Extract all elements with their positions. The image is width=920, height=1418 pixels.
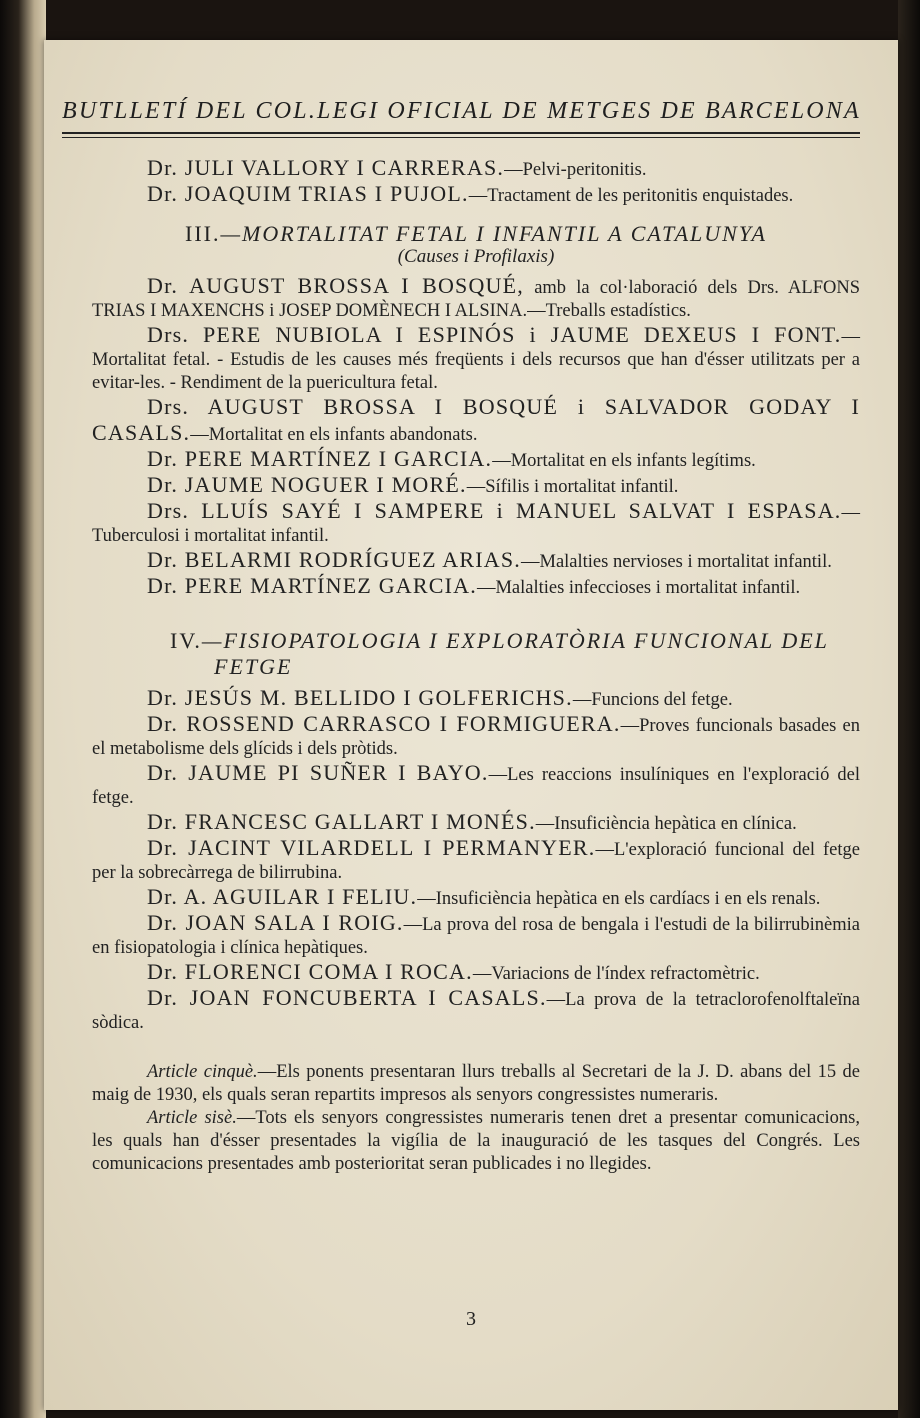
- section-heading-cont: FETGE: [214, 654, 293, 679]
- entry-text: —Mortalitat fetal. - Estudis de les causes més freqüents i dels recursos que han d'ésser utilitzats per a evitar-les. - Rendiment de la puericultura fetal.: [92, 327, 860, 393]
- entry-text: —Proves funcionals basades en el metabolisme dels glícids i dels pròtids.: [92, 716, 860, 759]
- entry: [92, 395, 860, 447]
- article-title: Article cinquè.: [147, 1062, 258, 1082]
- section-subtitle: (Causes i Profilaxis): [397, 246, 555, 267]
- entry: [92, 447, 860, 473]
- article-text: —Tots els senyors congressistes numeraris tenen dret a presentar comunicacions, les quals han d'ésser presentades la vigília de la inauguració de les tasques del Congrés. Les comunicacions presentades amb posterioritat seran publicades i no llegides.: [92, 1108, 860, 1174]
- entry-names: Dr. AUGUST BROSSA I BOSQUÉ,: [147, 273, 524, 298]
- entry-text: —Insuficiència hepàtica en clínica.: [535, 814, 797, 834]
- entry-text: —Mortalitat en els infants legítims.: [492, 451, 756, 471]
- entry: [92, 960, 860, 986]
- entry: [92, 712, 860, 761]
- entry-text: —Malalties nervioses i mortalitat infantil.: [521, 552, 832, 572]
- entry: [92, 911, 860, 960]
- entry-names: Dr. ROSSEND CARRASCO I FORMIGUERA.: [147, 711, 621, 736]
- entry-names: Dr. JESÚS M. BELLIDO I GOLFERICHS.: [147, 685, 573, 710]
- entry: [92, 473, 860, 499]
- entry-names: Drs. PERE NUBIOLA I ESPINÓS i JAUME DEXEUS I FONT.: [147, 322, 842, 347]
- section-iii-entries: [92, 274, 860, 600]
- entry: [92, 836, 860, 885]
- entry-names: Dr. JOAQUIM TRIAS I PUJOL.: [147, 181, 469, 206]
- entry: [92, 499, 860, 548]
- section-title-iii: [92, 222, 860, 245]
- entry-names: Dr. PERE MARTÍNEZ GARCIA.: [147, 573, 477, 598]
- entry-text: —Les reaccions insulíniques en l'exploració del fetge.: [92, 765, 860, 808]
- entry-text: —Tuberculosi i mortalitat infantil.: [92, 503, 860, 546]
- entry: [92, 986, 860, 1035]
- page-number: 3: [466, 1308, 476, 1330]
- entry-text: —L'exploració funcional del fetge per la sobrecàrrega de bilirrubina.: [92, 840, 860, 883]
- entry-names: Dr. A. AGUILAR I FELIU.: [147, 884, 418, 909]
- entry-text: amb la col·laboració dels Drs. ALFONS TRIAS I MAXENCHS i JOSEP DOMÈNECH I ALSINA.—Treballs estadístics.: [92, 278, 861, 321]
- articles: [92, 1061, 860, 1176]
- entry-names: Dr. JACINT VILARDELL I PERMANYER.: [147, 835, 596, 860]
- section-title-iv: [92, 628, 860, 680]
- entry-names: Dr. PERE MARTÍNEZ I GARCIA.: [147, 446, 493, 471]
- journal-header: BUTLLETÍ DEL COL.LEGI OFICIAL DE METGES DE BARCELONA: [62, 98, 861, 124]
- entry: [92, 548, 860, 574]
- entry-text: —Sífilis i mortalitat infantil.: [466, 477, 679, 497]
- book-edge: [898, 0, 920, 1418]
- entry: [92, 574, 860, 600]
- book-spine: [0, 0, 46, 1418]
- entry-names: Dr. FRANCESC GALLART I MONÉS.: [147, 809, 536, 834]
- top-entries: [92, 156, 860, 208]
- section-number: III.: [185, 221, 221, 246]
- entry-names: Drs. AUGUST BROSSA I BOSQUÉ i SALVADOR GODAY I CASALS.: [92, 394, 860, 445]
- section-iv-entries: [92, 686, 860, 1035]
- article-title: Article sisè.: [147, 1108, 237, 1128]
- entry-text: —Tractament de les peritonitis enquistades.: [468, 186, 794, 206]
- entry-text: —Pelvi-peritonitis.: [504, 160, 647, 180]
- entry: [92, 182, 860, 208]
- entry-text: —Funcions del fetge.: [572, 690, 733, 710]
- entry-names: Dr. JOAN SALA I ROIG.: [147, 910, 404, 935]
- document-page: [44, 40, 898, 1410]
- entry-text: —Mortalitat en els infants abandonats.: [190, 425, 478, 445]
- page-body: [92, 156, 860, 1176]
- entry: [92, 156, 860, 182]
- article-text: —Els ponents presentaran llurs treballs al Secretari de la J. D. abans del 15 de maig de 1930, els quals seran repartits impresos als senyors congressistes numeraris.: [92, 1062, 860, 1105]
- entry: [92, 686, 860, 712]
- entry-text: —Malalties infeccioses i mortalitat infantil.: [476, 578, 801, 598]
- entry-text: —La prova del rosa de bengala i l'estudi de la bilirrubinèmia en fisiopatologia i clínica hepàtiques.: [92, 915, 860, 958]
- entry: [92, 810, 860, 836]
- entry-names: Dr. FLORENCI COMA I ROCA.: [147, 959, 473, 984]
- entry-names: Dr. JULI VALLORY I CARRERAS.: [147, 155, 505, 180]
- entry-text: —Insuficiència hepàtica en els cardíacs i en els renals.: [417, 889, 821, 909]
- entry: [92, 885, 860, 911]
- section-heading: —MORTALITAT FETAL I INFANTIL A CATALUNYA: [220, 221, 767, 246]
- article: [92, 1061, 860, 1107]
- entry: [92, 323, 860, 395]
- entry: [92, 274, 860, 323]
- entry-text: —Variacions de l'índex refractomètric.: [472, 964, 760, 984]
- header-rule: [62, 132, 860, 134]
- entry-names: Dr. JAUME PI SUÑER I BAYO.: [147, 760, 489, 785]
- entry-names: Drs. LLUÍS SAYÉ I SAMPERE i MANUEL SALVAT I ESPASA.: [147, 498, 842, 523]
- entry-names: Dr. BELARMI RODRÍGUEZ ARIAS.: [147, 547, 521, 572]
- header-rule-thin: [62, 137, 860, 138]
- entry-names: Dr. JOAN FONCUBERTA I CASALS.: [147, 985, 547, 1010]
- entry-names: Dr. JAUME NOGUER I MORÉ.: [147, 472, 467, 497]
- entry-text: —La prova de la tetraclorofenolftaleïna sòdica.: [92, 990, 860, 1033]
- entry: [92, 761, 860, 810]
- article: [92, 1107, 860, 1176]
- section-heading: —FISIOPATOLOGIA I EXPLORATÒRIA FUNCIONAL DEL: [201, 628, 829, 653]
- section-number: IV.: [170, 628, 202, 653]
